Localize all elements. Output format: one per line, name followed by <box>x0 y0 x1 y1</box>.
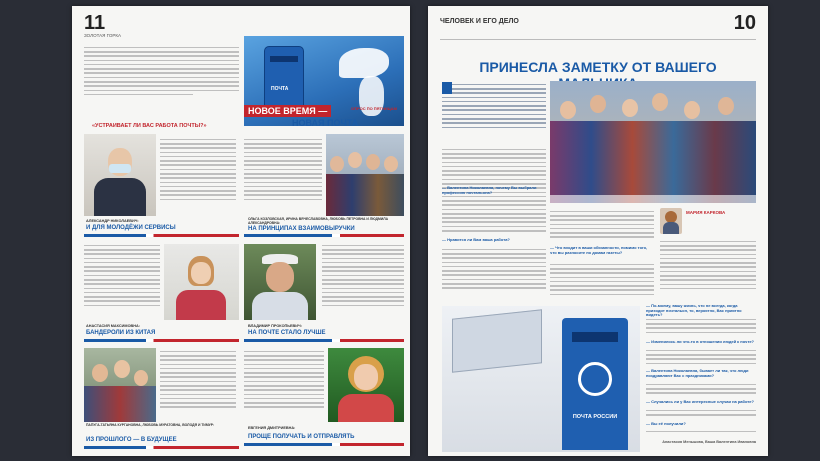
question-5: — Изменилось ли что-то в отношении людей к почте? <box>646 339 754 344</box>
answer-text-6 <box>244 348 324 424</box>
question-2: — Нравится ли Вам ваша работа? <box>442 237 510 242</box>
page-number: 10 <box>733 12 756 34</box>
divider-stripe <box>244 443 404 446</box>
question-8: — Вы её получили? <box>646 421 686 426</box>
question-7: — Случались ли у Вас интересные случаи на работе? <box>646 399 754 404</box>
body-column-2b <box>550 261 654 303</box>
divider-stripe <box>84 339 239 342</box>
survey-question: «УСТРАИВАЕТ ЛИ ВАС РАБОТА ПОЧТЫ?» <box>92 123 207 129</box>
caption-headline-1: И ДЛЯ МОЛОДЁЖИ СЕРВИСЫ <box>86 225 176 231</box>
body-column-2a <box>550 208 654 246</box>
answer-text-5 <box>160 348 236 424</box>
question-1: — Валентина Николаевна, почему Вы выбрали профессию почтальона? <box>442 185 537 195</box>
body-column-3e <box>646 407 756 421</box>
body-column-1b <box>442 246 546 301</box>
divider-stripe <box>244 234 404 237</box>
lead-paragraph <box>442 81 546 141</box>
intro-text-block <box>84 44 239 106</box>
caption-names-1: АЛЕКСАНДР НИКОЛАЕВИЧ: <box>86 219 139 223</box>
caption-names-3: АНАСТАСИЯ МАКСИМОВНА: <box>86 324 141 328</box>
body-column-3f <box>646 428 756 436</box>
caption-names-2: ОЛЬГА КОЗЛОВСКАЯ, ИРИНА ВЯЧЕСЛАВОВНА, ЛЮБОВЬ ПЕТРОВНА И ЛЮДМИЛА АЛЕКСАНДРОВНА: <box>248 217 389 225</box>
body-column-3b <box>646 316 756 338</box>
article-title: ПРИНЕСЛА ЗАМЕТКУ ОТ ВАШЕГО <box>479 59 717 75</box>
photo-four-women <box>326 134 404 216</box>
answer-text-4 <box>322 242 404 324</box>
left-newspaper-page <box>72 6 410 456</box>
divider-stripe <box>244 339 404 342</box>
kiosk-label: ПОЧТА РОССИИ <box>572 414 618 420</box>
question-6: — Валентина Николаевна, бывает ли так, что люди поздравляют Вас с праздниками? <box>646 368 749 378</box>
answer-text-3 <box>84 242 160 324</box>
caption-headline-4: НА ПОЧТЕ СТАЛО ЛУЧШЕ <box>248 330 326 336</box>
hero-subtitle: НОВАЯ ПОЧТА <box>292 118 359 128</box>
divider-stripe <box>84 234 239 237</box>
photo-elderly-man <box>244 244 316 320</box>
answer-text-1 <box>160 136 236 216</box>
body-column-3a <box>660 238 756 300</box>
body-column-3c <box>646 347 756 369</box>
postal-kiosk-photo <box>442 306 640 452</box>
photo-young-woman <box>164 244 239 320</box>
caption-names-5: ПАПУГА-ТАТЬЯНА КУРГАНОВНА, ЛЮБОВЬ МУРАТОВНА, ВОЛОДЯ И ТИМУР: <box>86 423 215 427</box>
caption-names-4: ВЛАДИМИР ПРОКОПЬЕВИЧ: <box>248 324 302 328</box>
hero-title: НОВОЕ ВРЕМЯ — <box>244 105 331 117</box>
question-3: — Что входит в ваши обязанности, помимо того, что вы разносите по домам газеты? <box>550 245 648 255</box>
section-heading: ЧЕЛОВЕК И ЕГО ДЕЛО <box>440 18 519 25</box>
photo-woman-garden <box>328 348 404 422</box>
answer-text-2 <box>244 136 322 216</box>
caption-headline-3: БАНДЕРОЛИ ИЗ КИТАЯ <box>86 330 156 336</box>
body-column-3d <box>646 381 756 399</box>
header-rule <box>440 39 756 40</box>
photo-man-masked <box>84 134 156 216</box>
divider-stripe <box>84 446 239 449</box>
article-signature: Анастасия Меньшова, Ваша Валентина Ивановна <box>662 440 756 444</box>
author-name: МАРИЯ КАРКОВА <box>686 210 726 215</box>
page-number: 11 <box>84 12 106 34</box>
caption-names-6: ЕВГЕНИЯ ДМИТРИЕВНА: <box>248 426 296 430</box>
hero-tag: ОПРОС ПО ПЯТНИЦАМ <box>351 106 397 111</box>
caption-headline-6: ПРОЩЕ ПОЛУЧАТЬ И ОТПРАВЛЯТЬ <box>248 434 355 440</box>
group-photo-postal-workers <box>550 81 756 203</box>
newspaper-name: ЗОЛОТАЯ ГОРКА <box>84 33 121 38</box>
question-4: — По-моему, вашу жизнь, что не всегда, когда приходит почтальон, то, вероятно, Вас приятно видеть? <box>646 303 742 318</box>
right-newspaper-page <box>428 6 768 456</box>
box-label: ПОЧТА <box>271 86 289 92</box>
caption-headline-2: НА ПРИНЦИПАХ ВЗАИМОВЫРУЧКИ <box>248 226 355 232</box>
photo-family <box>84 348 156 422</box>
caption-headline-5: ИЗ ПРОШЛОГО — В БУДУЩЕЕ <box>86 437 177 443</box>
author-photo <box>660 208 682 234</box>
